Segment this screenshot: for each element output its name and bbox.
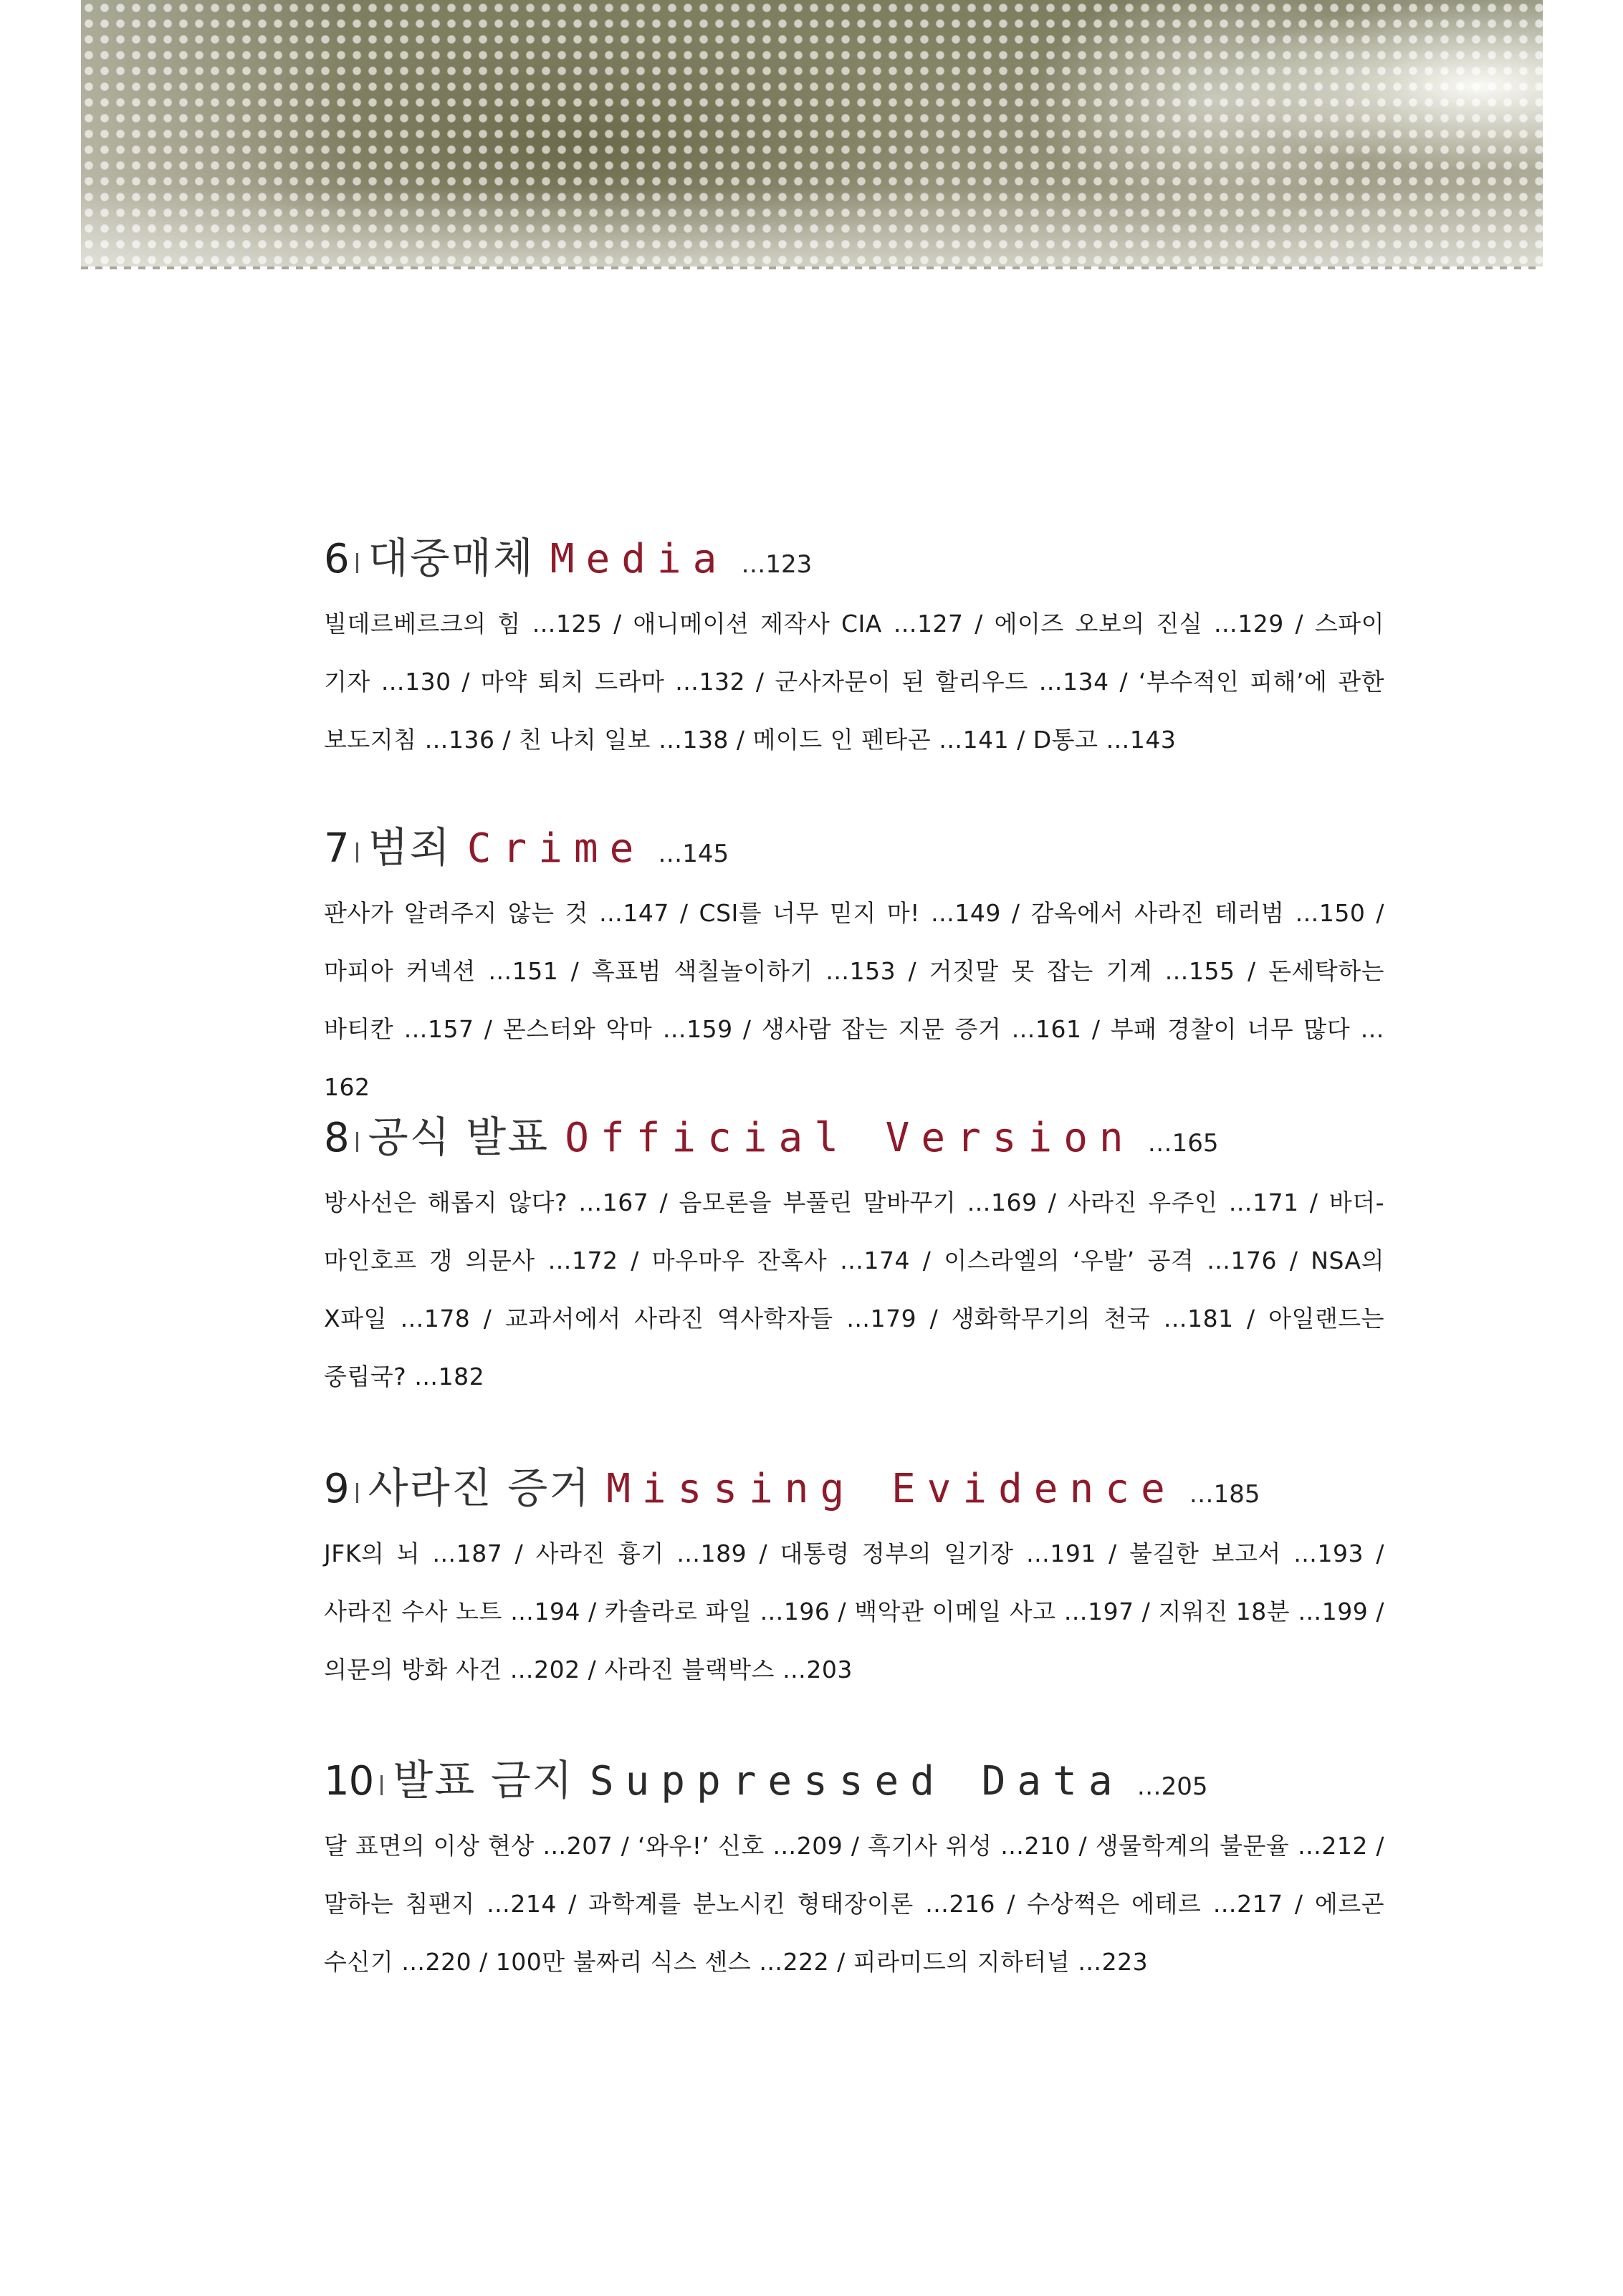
chapter-separator [356,1483,358,1503]
chapter-number: 6 [324,536,349,582]
chapter-title-korean: 발표 금지 [393,1756,574,1805]
header-halftone-photo [81,0,1543,266]
chapter-heading [324,1103,1384,1166]
chapter-title-english: Crime [466,825,646,872]
chapter-entries: 빌데르베르크의 힘 …125 / 애니메이션 제작사 CIA …127 / 에이즈 오보의 진실 …129 / 스파이 기자 …130 / 마약 퇴치 드라마 …132 / 군사자문이 된 할리우드 …134 / ‘부수적인 피해’에 관한 보도지침 …136 / 친 나치 일보 …138 / 메이드 인 펜타곤 …141 / D통고 …143 [324,610,1384,754]
chapter-page-number: …145 [658,840,729,868]
chapter-number: 10 [324,1758,374,1805]
chapter-title-korean: 대중매체 [368,534,535,582]
chapter-heading [324,814,1384,877]
chapter-page-number: …205 [1136,1772,1208,1801]
chapter-title-english: Media [550,536,729,582]
chapter-separator [356,1132,358,1152]
chapter-9 [324,1454,1384,1722]
chapter-page-number: …165 [1147,1129,1219,1158]
chapter-title-english: Suppressed Data [589,1758,1124,1805]
chapter-separator [380,1775,383,1795]
chapter-heading [324,1454,1384,1517]
chapter-title-korean: 범죄 [368,823,451,872]
photo-shading [81,0,1543,266]
banner-edge [81,266,1543,269]
chapter-page-number: …185 [1189,1480,1260,1509]
chapter-7 [324,814,1384,1140]
chapter-entries: 판사가 알려주지 않는 것 …147 / CSI를 너무 믿지 마! …149 / 감옥에서 사라진 테러범 …150 / 마피아 커넥션 …151 / 흑표범 색칠놀이하기 …153 / 거짓말 못 잡는 기계 …155 / 돈세탁하는 바티칸 …157 / 몬스터와 악마 …159 / 생사람 잡는 지문 증거 …161 / 부패 경찰이 너무 많다 …162 [324,899,1384,1101]
chapter-heading [324,524,1384,587]
chapter-number: 7 [324,825,349,872]
chapter-title-korean: 사라진 증거 [368,1464,591,1512]
chapter-10 [324,1747,1384,2014]
chapter-page-number: …123 [741,550,813,579]
chapter-separator [356,553,358,573]
chapter-title-english: Missing Evidence [606,1466,1177,1512]
chapter-6 [324,524,1384,792]
chapter-separator [356,842,358,863]
chapter-entries: 달 표면의 이상 현상 …207 / ‘와우!’ 신호 …209 / 흑기사 위성 …210 / 생물학계의 불문율 …212 / 말하는 침팬지 …214 / 과학계를 분노시킨 형태장이론 …216 / 수상쩍은 에테르 …217 / 에르곤 수신기 …220 / 100만 불짜리 식스 센스 …222 / 피라미드의 지하터널 …223 [324,1832,1384,1976]
chapter-number: 8 [324,1115,349,1161]
chapter-heading [324,1747,1384,1810]
chapter-title-korean: 공식 발표 [368,1113,550,1161]
chapter-entries: 방사선은 해롭지 않다? …167 / 음모론을 부풀린 말바꾸기 …169 / 사라진 우주인 …171 / 바더-마인호프 갱 의문사 …172 / 마우마우 잔혹사 …174 / 이스라엘의 ‘우발’ 공격 …176 / NSA의 X파일 …178 / 교과서에서 사라진 역사학자들 …179 / 생화학무기의 천국 …181 / 아일랜드는 중립국? …182 [324,1188,1384,1390]
chapter-entries: JFK의 뇌 …187 / 사라진 흉기 …189 / 대통령 정부의 일기장 …191 / 불길한 보고서 …193 / 사라진 수사 노트 …194 / 카솔라로 파일 …196 / 백악관 이메일 사고 …197 / 지워진 18분 …199 / 의문의 방화 사건 …202 / 사라진 블랙박스 …203 [324,1540,1384,1683]
chapter-8 [324,1103,1384,1429]
chapter-title-english: Official Version [565,1115,1135,1161]
chapter-number: 9 [324,1466,349,1512]
